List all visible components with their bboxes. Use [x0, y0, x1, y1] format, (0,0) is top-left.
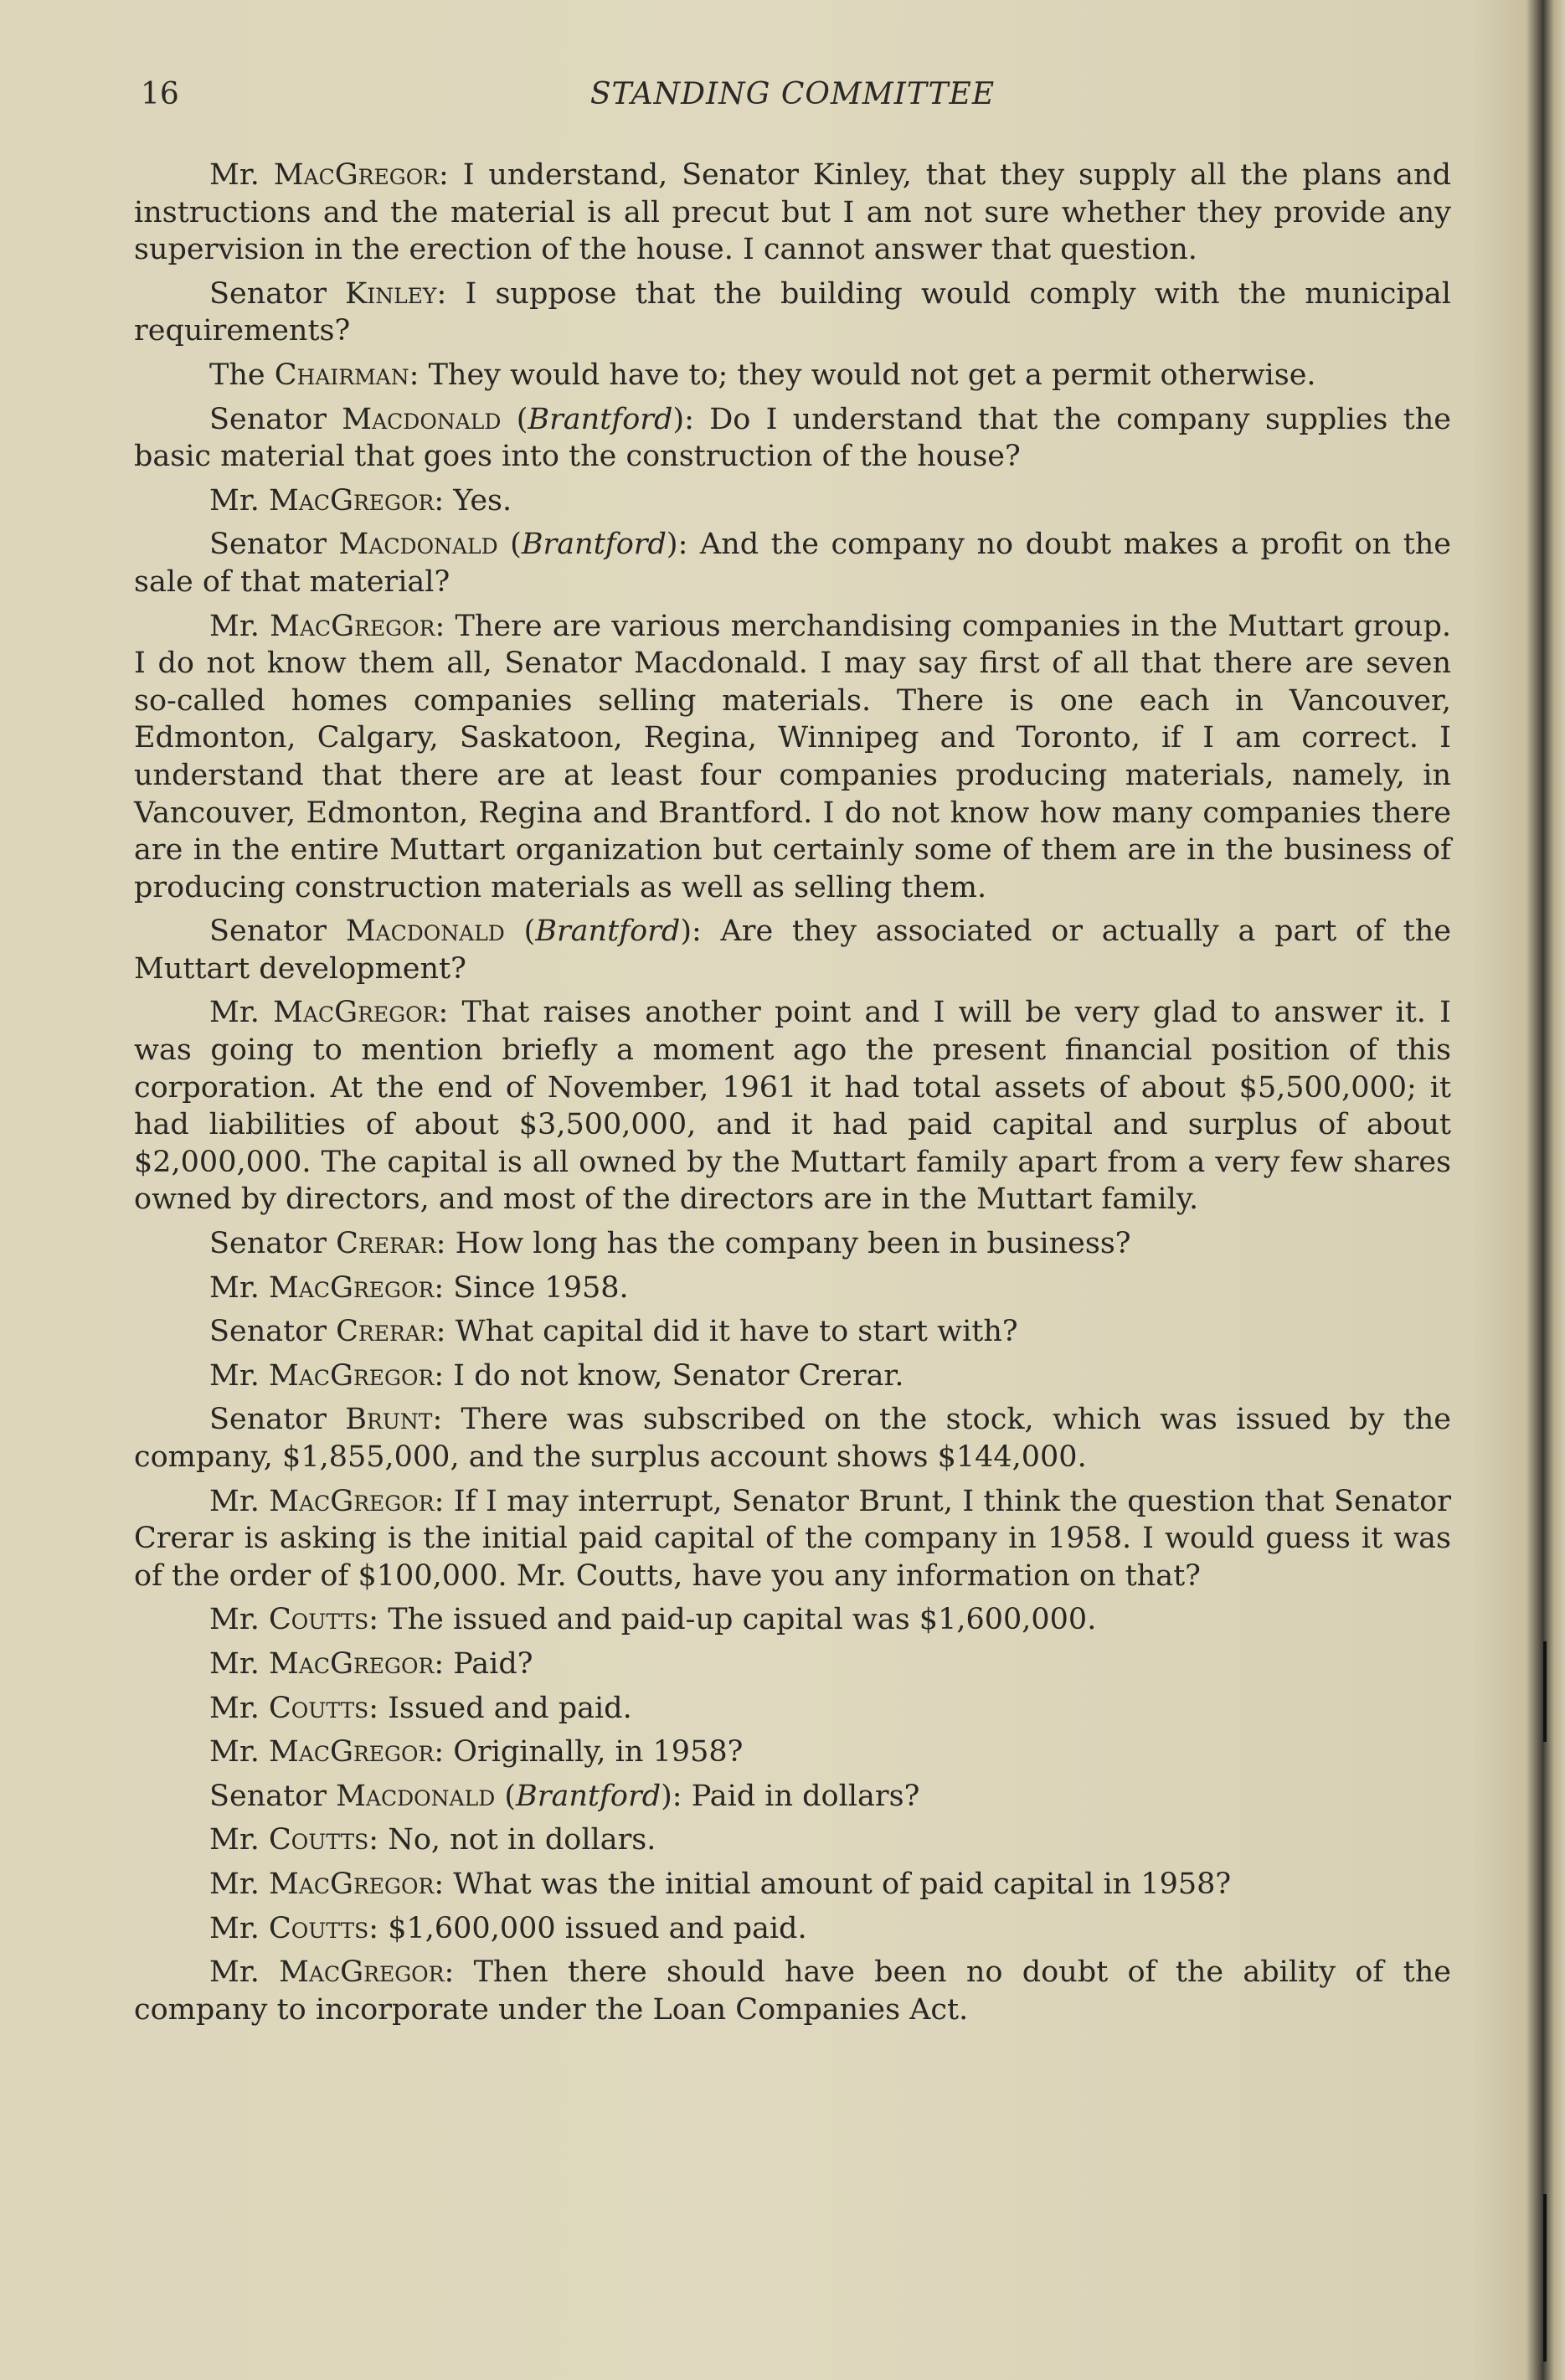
speaker-title: Mr. — [209, 1911, 260, 1945]
speaker-riding: Brantford — [521, 528, 667, 562]
page-header — [134, 77, 1451, 119]
speaker-colon: : — [435, 609, 445, 643]
speech-text: How long has the company been in business? — [455, 1227, 1131, 1261]
speaker-title: Mr. — [209, 158, 260, 192]
speech-text: No, not in dollars. — [388, 1823, 656, 1857]
transcript-paragraph — [134, 1483, 1451, 1595]
speech-text: And the company no doubt makes a profit on the sale of that material? — [134, 528, 1452, 599]
transcript-paragraph: Senator Macdonald (Brantford): And the company no doubt makes a profit on the sale of that material? — [134, 528, 1452, 599]
speaker-name: Coutts — [269, 1911, 369, 1945]
speaker-name: MacGregor — [269, 483, 435, 518]
speaker-title: Mr. — [209, 1484, 260, 1518]
speech-text: I suppose that the building would comply with the municipal requirements? — [134, 276, 1451, 348]
speech-text: Since 1958. — [453, 1270, 629, 1305]
speaker-name: Macdonald — [342, 402, 502, 436]
speaker-title: Mr. — [209, 1603, 260, 1637]
transcript-paragraph — [134, 276, 1451, 350]
speaker-name: MacGregor — [269, 1867, 435, 1901]
speaker-name: MacGregor — [270, 609, 435, 643]
speaker-title: Senator — [209, 1403, 327, 1437]
speaker-colon: : — [436, 276, 447, 311]
speaker-name: Kinley — [345, 276, 437, 311]
speech-text: Issued and paid. — [388, 1691, 632, 1725]
speech-text: Are they associated or actually a part of the Muttart development? — [134, 914, 1451, 986]
transcript-body — [134, 157, 1451, 2035]
speaker-name: Crerar — [336, 1315, 436, 1349]
running-head: STANDING COMMITTEE — [589, 77, 996, 111]
speaker-name: Crerar — [336, 1227, 436, 1261]
speech-text: What was the initial amount of paid capital in 1958? — [453, 1867, 1232, 1901]
speech-text: Do I understand that the company supplies the basic material that goes into the construction of the house? — [134, 402, 1451, 474]
transcript-paragraph — [134, 1821, 1451, 1859]
page-number: 16 — [141, 77, 179, 111]
speaker-colon: : — [434, 1358, 445, 1393]
speaker-name: Brunt — [345, 1403, 433, 1437]
transcript-paragraph — [134, 157, 1451, 269]
speaker-colon: : — [672, 1779, 682, 1813]
speaker-title: Senator — [209, 402, 327, 436]
speaker-colon: : — [434, 483, 445, 518]
speech-text: That raises another point and I will be very glad to answer it. I was going to mention briefly a moment ago the present financial position of this corporation. At the end of November, 1961 it had total assets of about $5,500,000; it had liabilities of about $3,500,000, and it had paid capital and surplus of about $2,000,000. The capital is all owned by the Muttart family apart from a very few shares owned by directors, and most of the directors are in the Muttart family. — [134, 996, 1451, 1217]
speaker-colon: : — [434, 1270, 445, 1305]
speaker-title: Mr. — [209, 1955, 260, 1990]
transcript-paragraph — [134, 1401, 1451, 1476]
speech-text: I understand, Senator Kinley, that they supply all the plans and instructions and the material is all precut but I am not sure whether they provide any supervision in the erection of the house. I cannot answer that question. — [134, 158, 1451, 267]
transcript-paragraph — [134, 1954, 1451, 2028]
speaker-colon: : — [684, 402, 694, 436]
speaker-title: Senator — [209, 1227, 327, 1261]
speaker-colon: : — [434, 1484, 445, 1518]
speaker-name: Macdonald — [336, 1779, 496, 1813]
page-edge-shadow — [1543, 2194, 1547, 2362]
speaker-name: MacGregor — [269, 1270, 435, 1305]
transcript-paragraph — [134, 1601, 1451, 1639]
transcript-paragraph — [134, 1357, 1451, 1395]
transcript-paragraph — [134, 1866, 1451, 1903]
transcript-paragraph — [134, 482, 1451, 520]
speaker-title: Mr. — [209, 996, 260, 1030]
transcript-paragraph — [134, 1910, 1451, 1948]
speech-text: If I may interrupt, Senator Brunt, I think the question that Senator Crerar is asking is the initial paid capital of the company in 1958. I would guess it was of the order of $100,000. Mr. Coutts, have you any information on that? — [134, 1484, 1451, 1593]
transcript-paragraph — [134, 608, 1451, 907]
transcript-paragraph: Senator Macdonald (Brantford): Do I understand that the company supplies the basic material that goes into the construction of the house? — [134, 402, 1451, 474]
speaker-colon: : — [435, 1227, 446, 1261]
speaker-colon: : — [368, 1911, 379, 1945]
speaker-colon: : — [409, 358, 420, 392]
speaker-name: MacGregor — [279, 1955, 445, 1990]
transcript-paragraph — [134, 1646, 1451, 1683]
speaker-colon: : — [677, 528, 688, 562]
speaker-title: Senator — [209, 276, 327, 311]
speech-text: Originally, in 1958? — [453, 1735, 744, 1770]
transcript-paragraph — [134, 1270, 1451, 1307]
transcript-paragraph — [134, 357, 1451, 394]
speaker-title: Mr. — [209, 1823, 260, 1857]
transcript-paragraph — [134, 1733, 1451, 1771]
speaker-colon: : — [439, 158, 449, 192]
speaker-name: MacGregor — [269, 1358, 435, 1393]
speaker-title: Mr. — [209, 483, 260, 518]
speaker-title: Senator — [209, 1315, 327, 1349]
transcript-paragraph — [134, 1690, 1451, 1728]
transcript-paragraph — [134, 1225, 1451, 1263]
speaker-title: The — [209, 358, 265, 392]
speaker-colon: : — [434, 1867, 445, 1901]
speaker-colon: : — [434, 1735, 445, 1770]
speaker-name: MacGregor — [269, 1646, 435, 1681]
speech-text: I do not know, Senator Crerar. — [453, 1358, 904, 1393]
speaker-colon: : — [368, 1823, 379, 1857]
speaker-name: Macdonald — [338, 528, 498, 562]
speech-text: What capital did it have to start with? — [455, 1315, 1018, 1349]
speaker-name: Macdonald — [345, 914, 505, 949]
speaker-colon: : — [438, 996, 449, 1030]
speech-text: The issued and paid-up capital was $1,600,000. — [388, 1603, 1097, 1637]
page-edge-shadow — [1543, 1641, 1547, 1742]
speaker-riding: Brantford — [516, 1779, 662, 1813]
speaker-name: MacGregor — [269, 1484, 435, 1518]
speech-text: Then there should have been no doubt of the ability of the company to incorporate under the Loan Companies Act. — [134, 1955, 1451, 2027]
speaker-title: Mr. — [209, 1691, 260, 1725]
speaker-name: MacGregor — [273, 996, 439, 1030]
speaker-colon: : — [368, 1691, 379, 1725]
speaker-colon: : — [691, 914, 702, 949]
speaker-riding: Brantford — [535, 914, 681, 949]
speaker-title: Mr. — [209, 1646, 260, 1681]
speaker-title: Mr. — [209, 609, 260, 643]
speaker-name: Coutts — [269, 1691, 369, 1725]
speaker-title: Senator — [209, 1779, 327, 1813]
speaker-title: Mr. — [209, 1358, 260, 1393]
speaker-title: Mr. — [209, 1270, 260, 1305]
speaker-name: Coutts — [269, 1823, 369, 1857]
transcript-paragraph — [134, 994, 1451, 1218]
speaker-colon: : — [434, 1646, 445, 1681]
speech-text: They would have to; they would not get a permit otherwise. — [428, 358, 1316, 392]
speech-text: $1,600,000 issued and paid. — [388, 1911, 807, 1945]
transcript-paragraph: Senator Macdonald (Brantford): Paid in dollars? — [209, 1779, 920, 1813]
speaker-name: Coutts — [269, 1603, 369, 1637]
speaker-name: MacGregor — [269, 1735, 435, 1770]
speaker-title: Senator — [209, 914, 327, 949]
speaker-colon: : — [435, 1315, 446, 1349]
transcript-paragraph: Senator Macdonald (Brantford): Are they associated or actually a part of the Muttart development? — [134, 914, 1451, 986]
transcript-paragraph — [134, 1313, 1451, 1351]
speaker-colon: : — [368, 1603, 379, 1637]
speaker-name: Chairman — [274, 358, 409, 392]
speaker-colon: : — [444, 1955, 455, 1990]
speech-text: Yes. — [453, 483, 512, 518]
speaker-riding: Brantford — [528, 402, 673, 436]
speech-text: Paid in dollars? — [691, 1779, 920, 1813]
speech-text: Paid? — [453, 1646, 533, 1681]
speaker-title: Mr. — [209, 1867, 260, 1901]
speaker-colon: : — [432, 1403, 443, 1437]
speech-text: There was subscribed on the stock, which was issued by the company, $1,855,000, and the surplus account shows $144,000. — [134, 1403, 1451, 1474]
speaker-title: Senator — [209, 528, 327, 562]
speaker-name: MacGregor — [273, 158, 440, 192]
speaker-title: Mr. — [209, 1735, 260, 1770]
speech-text: There are various merchandising companies in the Muttart group. I do not know them all, Senator Macdonald. I may say first of all that there are seven so-called homes companies selling materials. There is one each in Vancouver, Edmonton, Calgary, Saskatoon, Regina, Winnipeg and Toronto, if I am correct. I understand that there are at least four companies producing materials, namely, in Vancouver, Edmonton, Regina and Brantford. I do not know how many companies there are in the entire Muttart organization but certainly some of them are in the business of producing construction materials as well as selling them. — [134, 609, 1451, 904]
